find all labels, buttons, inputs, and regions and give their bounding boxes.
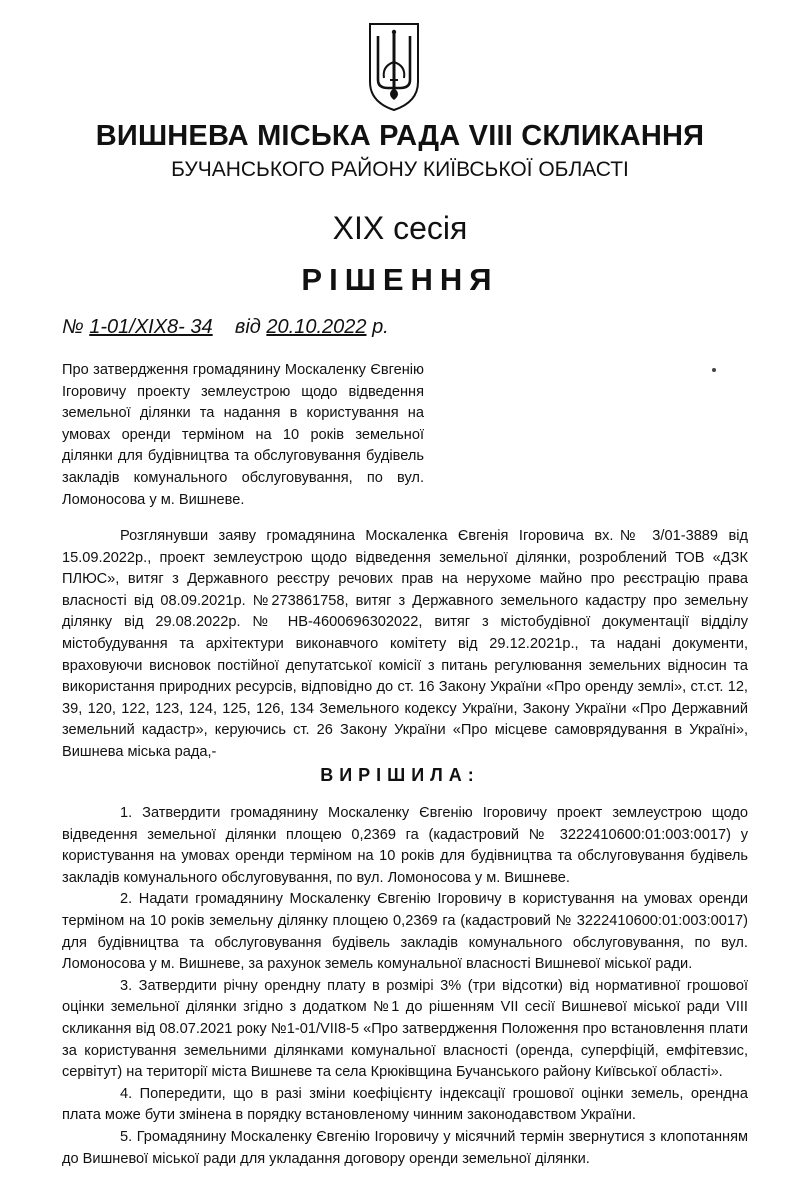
council-subtitle: БУЧАНСЬКОГО РАЙОНУ КИЇВСЬКОЇ ОБЛАСТІ: [171, 158, 629, 181]
number-prefix: №: [62, 316, 84, 338]
decision-item-2: 2. Надати громадянину Москаленку Євгенію Ігоровичу в користування на умовах оренди терміном на 10 років земельну ділянку площею 0,2369 га (кадастровий № 3222410600:01:003:0017) для будівництва та обслуговування будівель закладів комунального обслуговування, по вул. Ломоносова у м. Вишневе, за рахунок земель комунальної власності Вишневої міської ради.: [62, 891, 748, 973]
decision-item-1: 1. Затвердити громадянину Москаленку Євгенію Ігоровичу проект землеустрою щодо відведення земельної ділянки площею 0,2369 га (кадастровий № 3222410600:01:003:0017) у користування на умовах оренди терміном на 10 років для будівництва та обслуговування будівель закладів комунального обслуговування, по вул. Ломоносова у м. Вишневе.: [62, 805, 748, 886]
decision-number-line: [62, 316, 389, 339]
document-type-title: РІШЕННЯ: [301, 262, 499, 297]
coat-of-arms-icon: [368, 22, 420, 112]
decision-item-5: 5. Громадянину Москаленку Євгенію Ігоровичу у місячний термін звернутися з клопотанням до Вишневої міської ради для укладання договору оренди земельної ділянки.: [62, 1128, 748, 1167]
decision-subject: Про затвердження громадянину Москаленку Євгенію Ігоровичу проекту землеустрою щодо відведення земельної ділянки та надання в користування на умовах оренди терміном на 10 років земельної ділянки для будівництва та обслуговування будівель закладів комунального обслуговування, по вул. Ломоносова у м. Вишневе.: [62, 362, 424, 508]
decision-number: 1-01/XIX8- 34: [89, 316, 213, 338]
date-suffix: р.: [372, 316, 389, 338]
session-title: XIX сесія: [332, 210, 468, 246]
resolved-heading: ВИРІШИЛА:: [320, 765, 480, 785]
decision-date: 20.10.2022: [266, 316, 367, 338]
preamble-paragraph: Розглянувши заяву громадянина Москаленка Євгенія Ігоровича вх.№ 3/01-3889 від 15.09.2022р., проект землеустрою щодо відведення земельної ділянки, розроблений ТОВ «ДЗК ПЛЮС», витяг з Державного реєстру речових прав на нерухоме майно про реєстрацію права власності від 08.09.2021р. №273861758, витяг з Державного земельного кадастру про земельну ділянку від 29.08.2022р. № НВ-4600696302022, витяг з містобудівної документації відділу містобудування та архітектури виконавчого комітету від 29.12.2021р., та надані документи, враховуючи висновок постійної депутатської комісії з питань регулювання земельних відносин та використання природних ресурсів, відповідно до ст. 16 Закону України «Про оренду землі», ст.ст. 12, 39, 120, 122, 123, 124, 125, 126, 134 Земельного кодексу України, Закону України «Про Державний земельний кадастр», керуючись ст. 26 Закону України «Про місцеве самоврядування в Україні», Вишнева міська рада,-: [62, 528, 748, 760]
date-prefix: від: [234, 316, 261, 338]
council-title: ВИШНЕВА МІСЬКА РАДА VIII СКЛИКАННЯ: [95, 120, 705, 152]
scan-dot: [712, 368, 716, 372]
decision-item-3: 3. Затвердити річну орендну плату в розмірі 3% (три відсотки) від нормативної грошової оцінки земельної ділянки згідно з додатком №1 до рішенням VII сесії Вишневої міської ради VIII скликання від 08.07.2021 року №1-01/VII8-5 «Про затвердження Положення про встановлення плати за користування земельними ділянками комунальної власності (оренда, суперфіцій, емфітевзис, сервітут) на території міста Вишневе та села Крюківщина Бучанського району Київської області».: [62, 977, 748, 1081]
decision-item-4: 4. Попередити, що в разі зміни коефіцієнту індексації грошової оцінки земель, орендна плата може бути змінена в порядку встановленому чинним законодавством України.: [62, 1085, 748, 1124]
decision-items: [62, 803, 748, 1170]
